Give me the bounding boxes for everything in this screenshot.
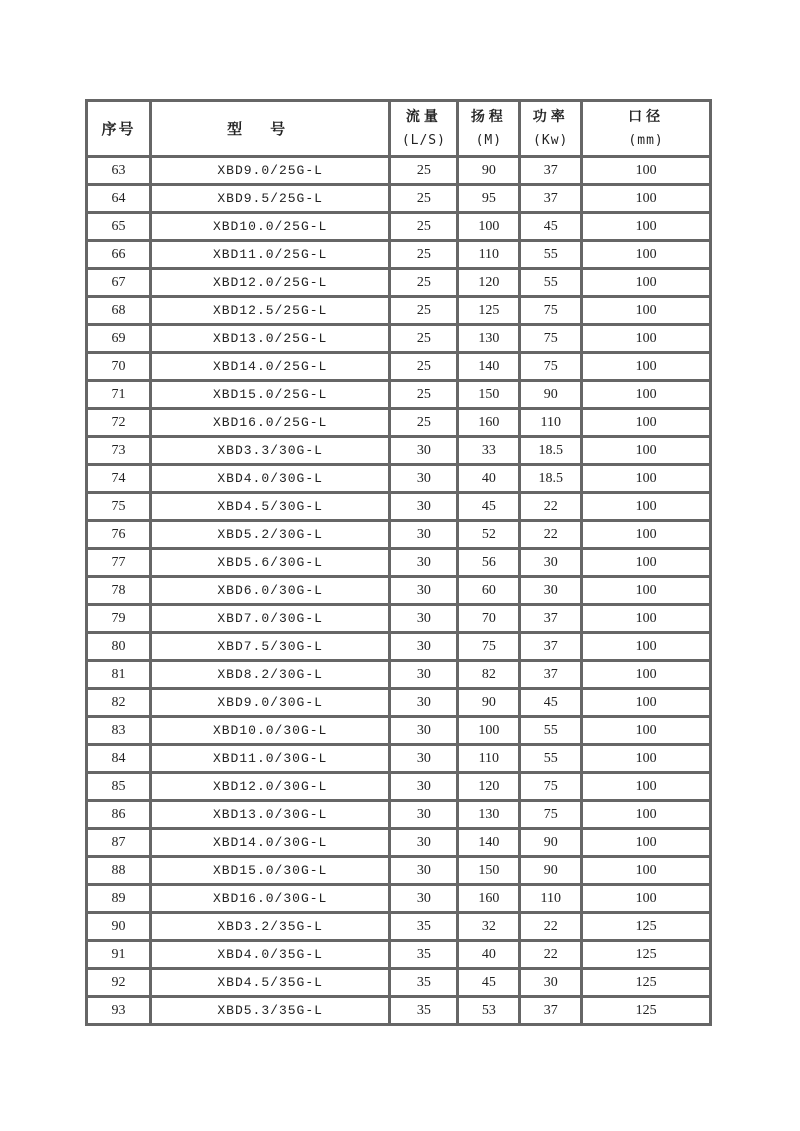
cell-flow: 25: [391, 186, 459, 214]
table-row: [88, 270, 709, 298]
cell-head: 100: [459, 718, 521, 746]
cell-power: 75: [521, 326, 583, 354]
cell-diameter: 100: [583, 186, 709, 214]
cell-seq: 66: [88, 242, 152, 270]
cell-flow: 30: [391, 746, 459, 774]
header-seq: 序号: [88, 102, 152, 158]
cell-head: 82: [459, 662, 521, 690]
cell-head: 75: [459, 634, 521, 662]
cell-diameter: 100: [583, 830, 709, 858]
cell-head: 160: [459, 410, 521, 438]
table-row: [88, 438, 709, 466]
cell-diameter: 100: [583, 718, 709, 746]
cell-model: XBD13.0/25G-L: [152, 326, 391, 354]
cell-power: 55: [521, 270, 583, 298]
table-row: [88, 858, 709, 886]
table-row: [88, 830, 709, 858]
cell-flow: 30: [391, 886, 459, 914]
table-row: [88, 382, 709, 410]
table-row: [88, 298, 709, 326]
header-power-label: 功率: [532, 108, 569, 125]
cell-model: XBD7.0/30G-L: [152, 606, 391, 634]
cell-flow: 25: [391, 410, 459, 438]
cell-seq: 78: [88, 578, 152, 606]
cell-flow: 30: [391, 466, 459, 494]
header-diameter-unit: (mm): [628, 132, 664, 148]
table-row: [88, 970, 709, 998]
table-row: [88, 578, 709, 606]
cell-model: XBD9.0/25G-L: [152, 158, 391, 186]
cell-power: 90: [521, 830, 583, 858]
cell-diameter: 100: [583, 746, 709, 774]
cell-diameter: 100: [583, 802, 709, 830]
table-header-row: [88, 102, 709, 158]
cell-flow: 30: [391, 494, 459, 522]
cell-seq: 86: [88, 802, 152, 830]
cell-seq: 70: [88, 354, 152, 382]
cell-head: 45: [459, 494, 521, 522]
pump-spec-table: [85, 99, 712, 1026]
table-row: [88, 914, 709, 942]
cell-flow: 30: [391, 774, 459, 802]
header-head-label: 扬程: [470, 108, 507, 125]
cell-flow: 35: [391, 914, 459, 942]
cell-power: 75: [521, 802, 583, 830]
cell-head: 56: [459, 550, 521, 578]
table-row: [88, 718, 709, 746]
cell-head: 60: [459, 578, 521, 606]
cell-flow: 30: [391, 634, 459, 662]
cell-head: 110: [459, 746, 521, 774]
cell-power: 75: [521, 774, 583, 802]
cell-seq: 64: [88, 186, 152, 214]
cell-head: 140: [459, 830, 521, 858]
cell-seq: 65: [88, 214, 152, 242]
cell-diameter: 100: [583, 662, 709, 690]
cell-diameter: 100: [583, 242, 709, 270]
table-row: [88, 802, 709, 830]
table-row: [88, 606, 709, 634]
table-row: [88, 354, 709, 382]
cell-power: 22: [521, 522, 583, 550]
table-row: [88, 466, 709, 494]
header-power-unit: (Kw): [533, 132, 569, 148]
header-model: 型号: [152, 102, 391, 158]
cell-head: 40: [459, 466, 521, 494]
cell-diameter: 100: [583, 326, 709, 354]
cell-head: 120: [459, 270, 521, 298]
cell-model: XBD14.0/25G-L: [152, 354, 391, 382]
cell-head: 130: [459, 326, 521, 354]
cell-model: XBD14.0/30G-L: [152, 830, 391, 858]
cell-head: 32: [459, 914, 521, 942]
cell-seq: 84: [88, 746, 152, 774]
cell-seq: 92: [88, 970, 152, 998]
cell-power: 22: [521, 942, 583, 970]
cell-power: 110: [521, 410, 583, 438]
cell-flow: 25: [391, 382, 459, 410]
cell-flow: 30: [391, 858, 459, 886]
cell-model: XBD11.0/30G-L: [152, 746, 391, 774]
cell-flow: 30: [391, 830, 459, 858]
cell-seq: 75: [88, 494, 152, 522]
cell-head: 100: [459, 214, 521, 242]
cell-head: 150: [459, 858, 521, 886]
header-head-unit: (M): [475, 132, 503, 148]
cell-model: XBD13.0/30G-L: [152, 802, 391, 830]
cell-flow: 25: [391, 242, 459, 270]
cell-head: 140: [459, 354, 521, 382]
cell-diameter: 100: [583, 634, 709, 662]
cell-flow: 35: [391, 942, 459, 970]
cell-power: 18.5: [521, 438, 583, 466]
cell-head: 90: [459, 158, 521, 186]
cell-seq: 72: [88, 410, 152, 438]
cell-power: 30: [521, 970, 583, 998]
cell-seq: 93: [88, 998, 152, 1023]
cell-model: XBD4.5/30G-L: [152, 494, 391, 522]
table-row: [88, 746, 709, 774]
cell-power: 90: [521, 382, 583, 410]
table-row: [88, 326, 709, 354]
cell-seq: 76: [88, 522, 152, 550]
cell-flow: 25: [391, 158, 459, 186]
cell-head: 40: [459, 942, 521, 970]
cell-head: 52: [459, 522, 521, 550]
cell-diameter: 100: [583, 466, 709, 494]
cell-power: 45: [521, 214, 583, 242]
cell-power: 30: [521, 550, 583, 578]
cell-model: XBD15.0/30G-L: [152, 858, 391, 886]
table-row: [88, 242, 709, 270]
cell-head: 125: [459, 298, 521, 326]
cell-diameter: 100: [583, 578, 709, 606]
cell-head: 110: [459, 242, 521, 270]
cell-power: 37: [521, 662, 583, 690]
cell-flow: 35: [391, 998, 459, 1023]
cell-diameter: 125: [583, 914, 709, 942]
cell-model: XBD12.5/25G-L: [152, 298, 391, 326]
cell-seq: 90: [88, 914, 152, 942]
cell-seq: 91: [88, 942, 152, 970]
cell-flow: 25: [391, 270, 459, 298]
cell-diameter: 100: [583, 550, 709, 578]
cell-head: 90: [459, 690, 521, 718]
header-flow: [391, 102, 459, 158]
cell-diameter: 100: [583, 438, 709, 466]
cell-flow: 30: [391, 802, 459, 830]
cell-seq: 82: [88, 690, 152, 718]
cell-power: 37: [521, 634, 583, 662]
cell-model: XBD4.5/35G-L: [152, 970, 391, 998]
cell-model: XBD5.3/35G-L: [152, 998, 391, 1023]
cell-power: 55: [521, 718, 583, 746]
table-row: [88, 774, 709, 802]
cell-seq: 83: [88, 718, 152, 746]
cell-power: 45: [521, 690, 583, 718]
cell-power: 55: [521, 242, 583, 270]
cell-head: 70: [459, 606, 521, 634]
cell-power: 75: [521, 354, 583, 382]
header-diameter-label: 口径: [628, 108, 665, 125]
cell-diameter: 100: [583, 886, 709, 914]
cell-model: XBD10.0/25G-L: [152, 214, 391, 242]
cell-model: XBD9.0/30G-L: [152, 690, 391, 718]
cell-power: 37: [521, 186, 583, 214]
cell-flow: 30: [391, 662, 459, 690]
header-flow-label: 流量: [405, 108, 442, 125]
table-row: [88, 690, 709, 718]
cell-diameter: 100: [583, 270, 709, 298]
cell-seq: 85: [88, 774, 152, 802]
header-flow-unit: (L/S): [401, 132, 446, 148]
cell-seq: 68: [88, 298, 152, 326]
table-row: [88, 550, 709, 578]
cell-flow: 30: [391, 606, 459, 634]
cell-power: 110: [521, 886, 583, 914]
cell-head: 120: [459, 774, 521, 802]
table-row: [88, 214, 709, 242]
cell-diameter: 100: [583, 382, 709, 410]
cell-seq: 77: [88, 550, 152, 578]
cell-flow: 35: [391, 970, 459, 998]
table-row: [88, 522, 709, 550]
cell-head: 45: [459, 970, 521, 998]
cell-model: XBD15.0/25G-L: [152, 382, 391, 410]
cell-diameter: 100: [583, 298, 709, 326]
cell-head: 160: [459, 886, 521, 914]
cell-power: 37: [521, 606, 583, 634]
cell-diameter: 100: [583, 522, 709, 550]
cell-diameter: 100: [583, 410, 709, 438]
cell-diameter: 100: [583, 690, 709, 718]
cell-diameter: 100: [583, 158, 709, 186]
cell-head: 53: [459, 998, 521, 1023]
table-row: [88, 410, 709, 438]
cell-model: XBD9.5/25G-L: [152, 186, 391, 214]
cell-flow: 25: [391, 326, 459, 354]
cell-seq: 88: [88, 858, 152, 886]
cell-flow: 30: [391, 438, 459, 466]
cell-seq: 73: [88, 438, 152, 466]
cell-model: XBD5.6/30G-L: [152, 550, 391, 578]
cell-model: XBD6.0/30G-L: [152, 578, 391, 606]
table-row: [88, 942, 709, 970]
cell-model: XBD10.0/30G-L: [152, 718, 391, 746]
table-row: [88, 158, 709, 186]
cell-flow: 30: [391, 718, 459, 746]
cell-flow: 30: [391, 578, 459, 606]
table-row: [88, 886, 709, 914]
cell-model: XBD12.0/30G-L: [152, 774, 391, 802]
header-head: [459, 102, 521, 158]
table-row: [88, 494, 709, 522]
cell-seq: 69: [88, 326, 152, 354]
cell-seq: 87: [88, 830, 152, 858]
cell-power: 55: [521, 746, 583, 774]
cell-head: 95: [459, 186, 521, 214]
cell-flow: 25: [391, 214, 459, 242]
cell-model: XBD16.0/30G-L: [152, 886, 391, 914]
cell-seq: 81: [88, 662, 152, 690]
header-power: [521, 102, 583, 158]
cell-power: 75: [521, 298, 583, 326]
cell-flow: 30: [391, 522, 459, 550]
cell-seq: 80: [88, 634, 152, 662]
cell-seq: 71: [88, 382, 152, 410]
cell-diameter: 100: [583, 774, 709, 802]
cell-flow: 30: [391, 690, 459, 718]
cell-diameter: 100: [583, 606, 709, 634]
cell-model: XBD3.2/35G-L: [152, 914, 391, 942]
cell-head: 130: [459, 802, 521, 830]
cell-model: XBD5.2/30G-L: [152, 522, 391, 550]
table-row: [88, 634, 709, 662]
cell-power: 90: [521, 858, 583, 886]
table-row: [88, 662, 709, 690]
table-row: [88, 186, 709, 214]
cell-power: 22: [521, 494, 583, 522]
cell-diameter: 100: [583, 858, 709, 886]
cell-model: XBD8.2/30G-L: [152, 662, 391, 690]
cell-diameter: 100: [583, 354, 709, 382]
cell-diameter: 100: [583, 494, 709, 522]
cell-seq: 67: [88, 270, 152, 298]
cell-model: XBD4.0/30G-L: [152, 466, 391, 494]
cell-power: 37: [521, 998, 583, 1023]
cell-diameter: 125: [583, 970, 709, 998]
cell-head: 33: [459, 438, 521, 466]
cell-flow: 25: [391, 298, 459, 326]
cell-model: XBD11.0/25G-L: [152, 242, 391, 270]
cell-model: XBD12.0/25G-L: [152, 270, 391, 298]
cell-seq: 89: [88, 886, 152, 914]
table-row: [88, 998, 709, 1023]
cell-power: 30: [521, 578, 583, 606]
cell-seq: 63: [88, 158, 152, 186]
cell-seq: 74: [88, 466, 152, 494]
cell-diameter: 125: [635, 1003, 657, 1018]
cell-flow: 25: [391, 354, 459, 382]
cell-diameter: 125: [583, 942, 709, 970]
cell-model: XBD7.5/30G-L: [152, 634, 391, 662]
cell-seq: 79: [88, 606, 152, 634]
cell-flow: 30: [391, 550, 459, 578]
cell-head: 150: [459, 382, 521, 410]
cell-power: 22: [521, 914, 583, 942]
cell-power: 18.5: [521, 466, 583, 494]
cell-model: XBD3.3/30G-L: [152, 438, 391, 466]
cell-model: XBD4.0/35G-L: [152, 942, 391, 970]
cell-diameter: 100: [583, 214, 709, 242]
cell-power: 37: [521, 158, 583, 186]
cell-model: XBD16.0/25G-L: [152, 410, 391, 438]
header-diameter: [583, 102, 709, 158]
